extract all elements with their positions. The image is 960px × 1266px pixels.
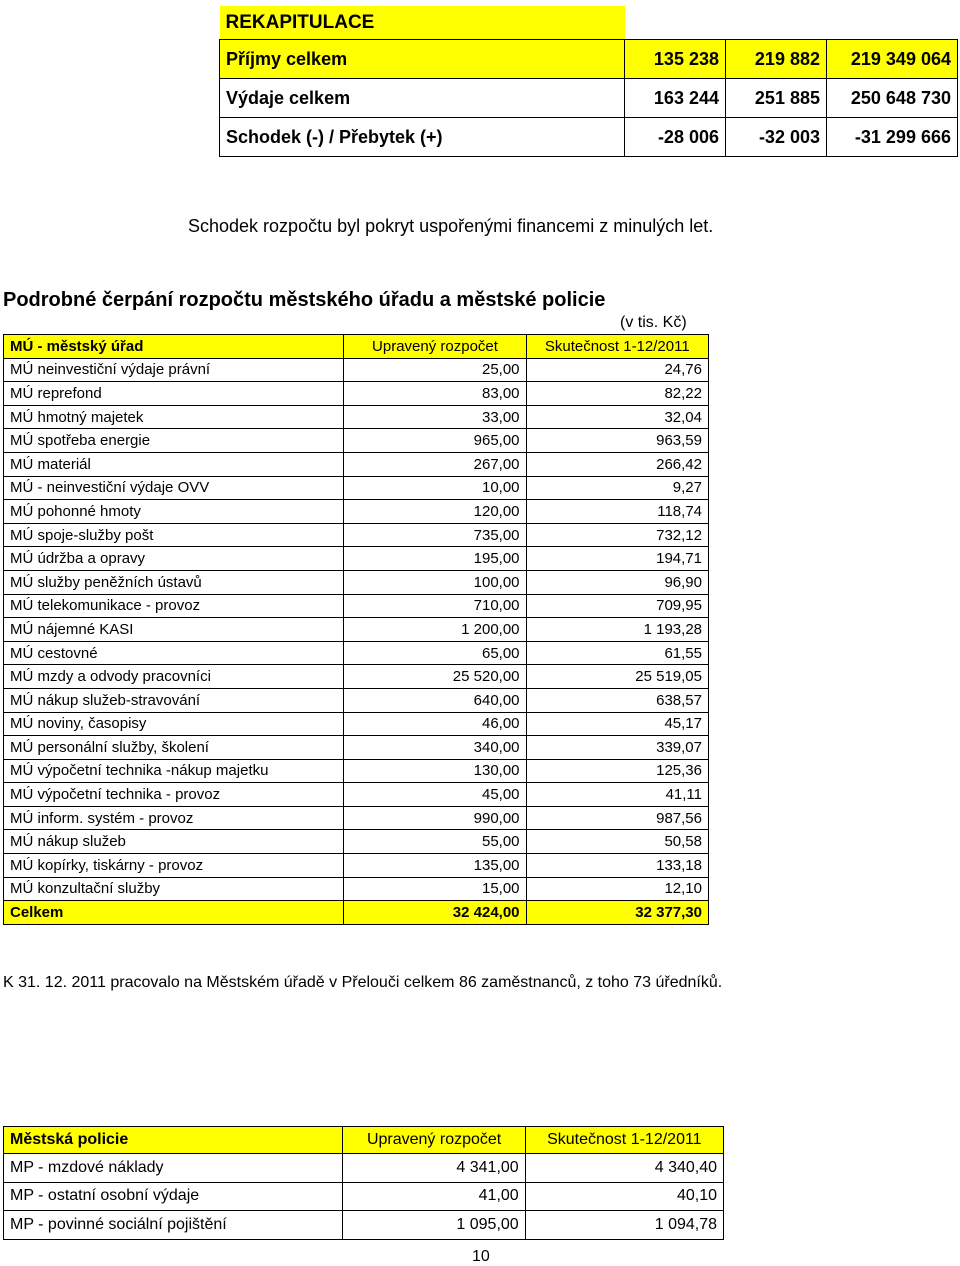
row-budget: 267,00 (344, 452, 526, 476)
row-budget: 55,00 (344, 830, 526, 854)
table-row (4, 736, 709, 760)
recap-title: REKAPITULACE (220, 6, 625, 40)
table-row (4, 405, 709, 429)
row-budget: 1 095,00 (343, 1211, 525, 1240)
recap-value: 135 238 (625, 40, 726, 79)
row-actual: 4 340,40 (525, 1154, 723, 1183)
row-budget: 195,00 (344, 547, 526, 571)
mu-header-actual: Skutečnost 1-12/2011 (526, 335, 708, 359)
row-budget: 41,00 (343, 1182, 525, 1211)
total-budget: 32 424,00 (344, 901, 526, 925)
page-number: 10 (472, 1248, 490, 1265)
recap-label: Výdaje celkem (220, 79, 625, 118)
table-row (4, 452, 709, 476)
row-label: MÚ telekomunikace - provoz (4, 594, 344, 618)
table-row (4, 1182, 724, 1211)
row-label: MÚ materiál (4, 452, 344, 476)
table-row (4, 641, 709, 665)
unit-note: (v tis. Kč) (620, 314, 687, 331)
row-actual: 12,10 (526, 877, 708, 901)
row-budget: 130,00 (344, 759, 526, 783)
deficit-note: Schodek rozpočtu byl pokryt uspořenými financemi z minulých let. (188, 216, 714, 236)
recap-row-balance (220, 118, 958, 157)
row-label: MÚ výpočetní technika - provoz (4, 783, 344, 807)
row-actual: 709,95 (526, 594, 708, 618)
row-budget: 100,00 (344, 570, 526, 594)
row-label: MÚ nákup služeb (4, 830, 344, 854)
row-label: MÚ inform. systém - provoz (4, 806, 344, 830)
row-actual: 40,10 (525, 1182, 723, 1211)
row-budget: 965,00 (344, 429, 526, 453)
table-row (4, 358, 709, 382)
row-budget: 46,00 (344, 712, 526, 736)
row-budget: 45,00 (344, 783, 526, 807)
table-row (4, 688, 709, 712)
row-budget: 340,00 (344, 736, 526, 760)
row-actual: 987,56 (526, 806, 708, 830)
row-budget: 25 520,00 (344, 665, 526, 689)
row-label: MP - ostatní osobní výdaje (4, 1182, 343, 1211)
row-actual: 339,07 (526, 736, 708, 760)
table-row (4, 665, 709, 689)
recap-label: Příjmy celkem (220, 40, 625, 79)
recap-value: 251 885 (726, 79, 827, 118)
table-row (4, 783, 709, 807)
row-actual: 9,27 (526, 476, 708, 500)
recap-row-income (220, 40, 958, 79)
row-actual: 24,76 (526, 358, 708, 382)
recap-value: 163 244 (625, 79, 726, 118)
row-label: MÚ nájemné KASI (4, 618, 344, 642)
mp-header-budget: Upravený rozpočet (343, 1127, 525, 1154)
total-label: Celkem (4, 901, 344, 925)
recap-table (219, 6, 958, 157)
row-budget: 65,00 (344, 641, 526, 665)
staff-note: K 31. 12. 2011 pracovalo na Městském úřadě v Přelouči celkem 86 zaměstnanců, z toho 73 úředníků. (3, 974, 723, 991)
recap-value: 219 882 (726, 40, 827, 79)
row-actual: 50,58 (526, 830, 708, 854)
table-row (4, 806, 709, 830)
table-row (4, 618, 709, 642)
table-row (4, 830, 709, 854)
table-row (4, 854, 709, 878)
row-actual: 118,74 (526, 500, 708, 524)
table-row (4, 1211, 724, 1240)
mu-header-row (4, 335, 709, 359)
mp-header-row (4, 1127, 724, 1154)
row-budget: 640,00 (344, 688, 526, 712)
total-row (4, 901, 709, 925)
row-label: MÚ spoje-služby pošt (4, 523, 344, 547)
table-row (4, 1154, 724, 1183)
mp-header-actual: Skutečnost 1-12/2011 (525, 1127, 723, 1154)
table-row (4, 759, 709, 783)
row-label: MÚ pohonné hmoty (4, 500, 344, 524)
table-row (4, 570, 709, 594)
row-actual: 266,42 (526, 452, 708, 476)
row-actual: 194,71 (526, 547, 708, 571)
mu-header-budget: Upravený rozpočet (344, 335, 526, 359)
row-label: MÚ spotřeba energie (4, 429, 344, 453)
table-row (4, 382, 709, 406)
row-actual: 61,55 (526, 641, 708, 665)
row-label: MÚ služby peněžních ústavů (4, 570, 344, 594)
mu-budget-table (3, 334, 709, 925)
row-budget: 33,00 (344, 405, 526, 429)
row-label: MÚ hmotný majetek (4, 405, 344, 429)
recap-value: -31 299 666 (827, 118, 958, 157)
row-label: MP - povinné sociální pojištění (4, 1211, 343, 1240)
recap-label: Schodek (-) / Přebytek (+) (220, 118, 625, 157)
row-actual: 1 193,28 (526, 618, 708, 642)
row-actual: 133,18 (526, 854, 708, 878)
mp-budget-table (3, 1126, 724, 1240)
row-actual: 638,57 (526, 688, 708, 712)
row-label: MÚ mzdy a odvody pracovníci (4, 665, 344, 689)
row-actual: 82,22 (526, 382, 708, 406)
row-actual: 25 519,05 (526, 665, 708, 689)
table-row (4, 547, 709, 571)
table-row (4, 877, 709, 901)
row-label: MÚ konzultační služby (4, 877, 344, 901)
mp-header-label: Městská policie (4, 1127, 343, 1154)
row-label: MÚ výpočetní technika -nákup majetku (4, 759, 344, 783)
recap-header-row (220, 6, 958, 40)
row-label: MÚ cestovné (4, 641, 344, 665)
table-row (4, 523, 709, 547)
row-actual: 125,36 (526, 759, 708, 783)
row-label: MÚ kopírky, tiskárny - provoz (4, 854, 344, 878)
row-budget: 83,00 (344, 382, 526, 406)
row-budget: 15,00 (344, 877, 526, 901)
row-label: MÚ neinvestiční výdaje právní (4, 358, 344, 382)
table-row (4, 476, 709, 500)
row-budget: 735,00 (344, 523, 526, 547)
row-actual: 45,17 (526, 712, 708, 736)
recap-row-expenses (220, 79, 958, 118)
row-label: MÚ - neinvestiční výdaje OVV (4, 476, 344, 500)
recap-value: -28 006 (625, 118, 726, 157)
row-budget: 135,00 (344, 854, 526, 878)
row-label: MP - mzdové náklady (4, 1154, 343, 1183)
row-actual: 96,90 (526, 570, 708, 594)
row-actual: 732,12 (526, 523, 708, 547)
table-row (4, 594, 709, 618)
section-heading: Podrobné čerpání rozpočtu městského úřadu a městské policie (3, 289, 606, 311)
mu-header-label: MÚ - městský úřad (4, 335, 344, 359)
row-budget: 1 200,00 (344, 618, 526, 642)
row-budget: 710,00 (344, 594, 526, 618)
row-label: MÚ personální služby, školení (4, 736, 344, 760)
recap-value: 250 648 730 (827, 79, 958, 118)
row-budget: 25,00 (344, 358, 526, 382)
row-label: MÚ údržba a opravy (4, 547, 344, 571)
recap-value: -32 003 (726, 118, 827, 157)
row-actual: 963,59 (526, 429, 708, 453)
table-row (4, 500, 709, 524)
table-row (4, 712, 709, 736)
row-label: MÚ nákup služeb-stravování (4, 688, 344, 712)
row-label: MÚ noviny, časopisy (4, 712, 344, 736)
row-budget: 10,00 (344, 476, 526, 500)
recap-value: 219 349 064 (827, 40, 958, 79)
total-actual: 32 377,30 (526, 901, 708, 925)
row-actual: 41,11 (526, 783, 708, 807)
table-row (4, 429, 709, 453)
row-actual: 1 094,78 (525, 1211, 723, 1240)
row-budget: 990,00 (344, 806, 526, 830)
row-actual: 32,04 (526, 405, 708, 429)
row-budget: 4 341,00 (343, 1154, 525, 1183)
row-label: MÚ reprefond (4, 382, 344, 406)
row-budget: 120,00 (344, 500, 526, 524)
